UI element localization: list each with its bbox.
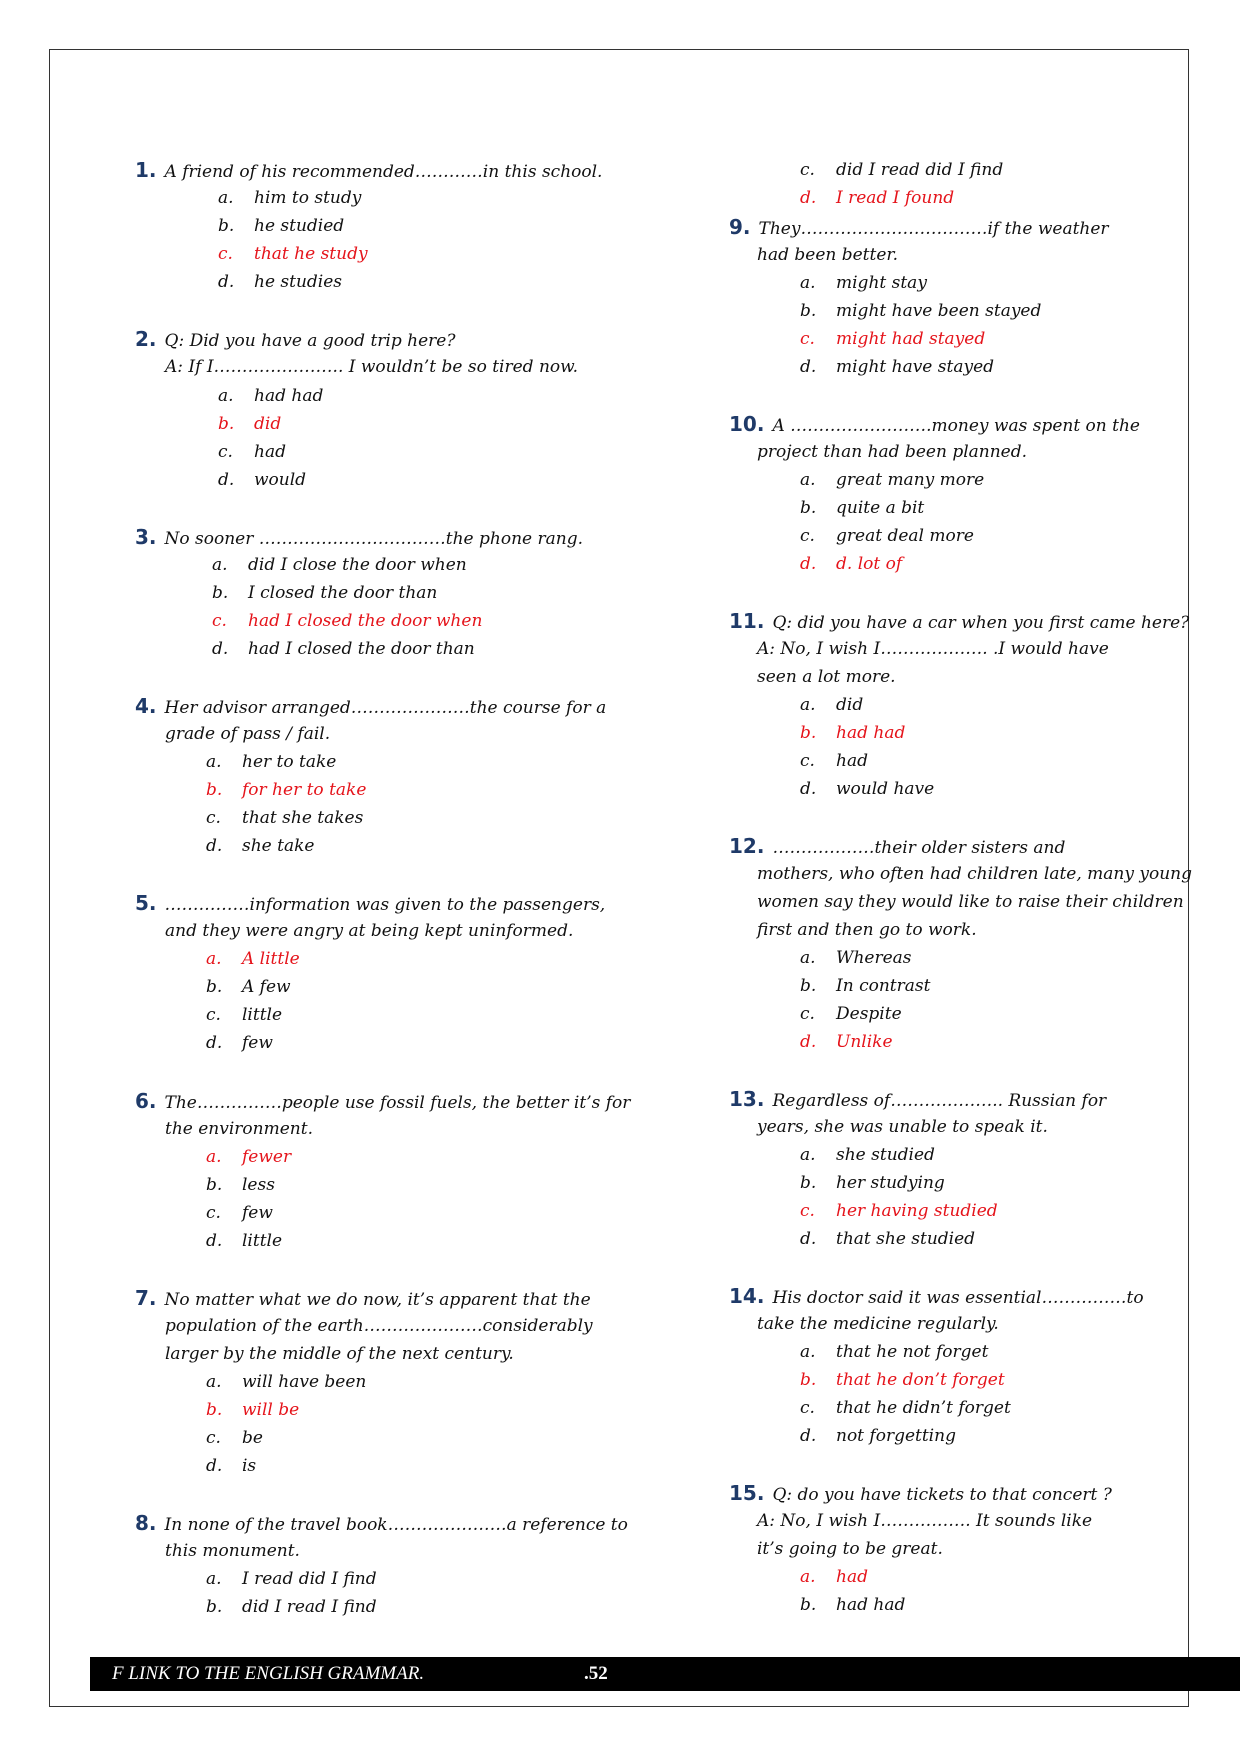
option-letter: b. <box>800 1595 817 1615</box>
answer-option[interactable] <box>800 1028 893 1056</box>
option-text: had <box>254 442 286 462</box>
option-letter: c. <box>800 1398 815 1418</box>
option-text: had had <box>254 386 324 406</box>
option-letter: d. <box>206 1033 223 1053</box>
option-text: Unlike <box>836 1032 893 1052</box>
option-letter: b. <box>206 1597 223 1617</box>
option-text: few <box>242 1203 273 1223</box>
option-text: would have <box>836 779 935 799</box>
question-15-line: it’s going to be great. <box>757 1539 943 1559</box>
option-letter: a. <box>800 273 816 293</box>
answer-option[interactable] <box>218 410 281 438</box>
answer-option[interactable] <box>800 1000 902 1028</box>
question-text: Q: Did you have a good trip here? <box>164 331 456 351</box>
question-text: In none of the travel book…………………a reference to <box>164 1515 628 1535</box>
answer-option[interactable] <box>218 438 286 466</box>
question-number: 4. <box>135 694 157 718</box>
answer-option[interactable] <box>800 691 863 719</box>
option-letter: c. <box>800 751 815 771</box>
option-text: In contrast <box>836 976 931 996</box>
answer-option[interactable] <box>800 1591 905 1619</box>
question-11-stem <box>729 607 1189 637</box>
option-text: less <box>242 1175 275 1195</box>
question-5-line: and they were angry at being kept uninformed. <box>165 921 574 941</box>
question-14-line: take the medicine regularly. <box>757 1314 999 1334</box>
question-text: No sooner ……………………………the phone rang. <box>164 529 583 549</box>
option-letter: c. <box>800 329 815 349</box>
question-number: 10. <box>729 412 765 436</box>
question-7-stem <box>135 1284 591 1314</box>
question-15-stem <box>729 1479 1112 1509</box>
option-letter: b. <box>206 977 223 997</box>
option-text: that he study <box>254 244 368 264</box>
option-text: might have been stayed <box>836 301 1042 321</box>
option-letter: c. <box>206 1428 221 1448</box>
option-text: that he don’t forget <box>836 1370 1005 1390</box>
option-letter: d. <box>800 1229 817 1249</box>
answer-option[interactable] <box>800 325 985 353</box>
option-text: I closed the door than <box>248 583 438 603</box>
answer-option[interactable] <box>800 775 934 803</box>
answer-option[interactable] <box>206 1171 275 1199</box>
option-letter: b. <box>218 414 235 434</box>
option-text: did <box>254 414 282 434</box>
option-letter: a. <box>800 695 816 715</box>
question-2-line: A: If I………………….. I wouldn’t be so tired now. <box>165 357 579 377</box>
answer-option[interactable] <box>206 1227 282 1255</box>
option-text: had had <box>836 1595 906 1615</box>
option-letter: b. <box>206 1175 223 1195</box>
option-text: for her to take <box>242 780 367 800</box>
option-letter: c. <box>206 808 221 828</box>
answer-option[interactable] <box>800 1563 868 1591</box>
question-1-stem <box>135 156 602 186</box>
answer-option[interactable] <box>206 973 291 1001</box>
answer-option[interactable] <box>218 240 368 268</box>
answer-option[interactable] <box>206 804 363 832</box>
answer-option[interactable] <box>800 269 927 297</box>
footer-bar <box>90 1657 1240 1691</box>
option-letter: c. <box>800 1201 815 1221</box>
question-text: ……………information was given to the passengers, <box>164 895 606 915</box>
question-9-line: had been better. <box>757 245 899 265</box>
option-letter: d. <box>800 1426 817 1446</box>
option-letter: c. <box>218 442 233 462</box>
answer-option[interactable] <box>218 268 342 296</box>
question-text: Her advisor arranged…………………the course for a <box>164 698 607 718</box>
question-text: A …………………….money was spent on the <box>772 416 1140 436</box>
option-text: I read did I find <box>242 1569 377 1589</box>
question-4-stem <box>135 692 606 722</box>
question-number: 2. <box>135 327 157 351</box>
option-letter: a. <box>206 1372 222 1392</box>
answer-option[interactable] <box>206 832 314 860</box>
option-letter: b. <box>218 216 235 236</box>
answer-option[interactable] <box>206 1368 366 1396</box>
answer-option[interactable] <box>206 1424 263 1452</box>
option-text: few <box>242 1033 273 1053</box>
option-letter: c. <box>212 611 227 631</box>
option-letter: c. <box>800 526 815 546</box>
question-number: 5. <box>135 891 157 915</box>
option-letter: a. <box>212 555 228 575</box>
option-text: be <box>242 1428 263 1448</box>
answer-option[interactable] <box>206 1029 273 1057</box>
option-text: her studying <box>836 1173 945 1193</box>
option-text: her to take <box>242 752 337 772</box>
question-12-stem <box>729 832 1065 862</box>
option-text: d. lot of <box>836 554 903 574</box>
option-text: A few <box>242 977 291 997</box>
answer-option[interactable] <box>218 466 306 494</box>
option-text: had I closed the door than <box>248 639 475 659</box>
option-text: might have stayed <box>836 357 995 377</box>
option-text: that she studied <box>836 1229 976 1249</box>
answer-option[interactable] <box>206 748 336 776</box>
answer-option[interactable] <box>206 1565 377 1593</box>
option-letter: c. <box>218 244 233 264</box>
option-text: did <box>836 695 864 715</box>
question-text: Q: do you have tickets to that concert ? <box>772 1485 1112 1505</box>
option-text: that he not forget <box>836 1342 989 1362</box>
option-text: she studied <box>836 1145 935 1165</box>
option-letter: c. <box>800 160 815 180</box>
option-text: had had <box>836 723 906 743</box>
option-text: fewer <box>242 1147 292 1167</box>
option-letter: b. <box>800 1370 817 1390</box>
question-text: Q: did you have a car when you first came here? <box>772 613 1190 633</box>
question-13-line: years, she was unable to speak it. <box>757 1117 1048 1137</box>
option-letter: a. <box>800 948 816 968</box>
option-letter: c. <box>206 1005 221 1025</box>
option-text: that she takes <box>242 808 364 828</box>
option-letter: a. <box>206 752 222 772</box>
question-number: 11. <box>729 609 765 633</box>
option-text: had I closed the door when <box>248 611 483 631</box>
option-letter: d. <box>800 357 817 377</box>
question-number: 9. <box>729 215 751 239</box>
option-letter: a. <box>800 1342 816 1362</box>
question-number: 14. <box>729 1284 765 1308</box>
question-7-line: population of the earth…………………considerably <box>165 1316 593 1336</box>
option-letter: b. <box>206 1400 223 1420</box>
answer-option[interactable] <box>218 184 361 212</box>
option-text: great deal more <box>836 526 974 546</box>
option-letter: d. <box>218 470 235 490</box>
question-number: 12. <box>729 834 765 858</box>
option-text: will be <box>242 1400 300 1420</box>
answer-option[interactable] <box>212 579 437 607</box>
option-letter: b. <box>800 301 817 321</box>
option-text: had <box>836 751 868 771</box>
answer-option[interactable] <box>206 1452 256 1480</box>
question-text: No matter what we do now, it’s apparent that the <box>164 1290 591 1310</box>
option-letter: b. <box>206 780 223 800</box>
answer-option[interactable] <box>206 1396 299 1424</box>
answer-option[interactable] <box>800 466 984 494</box>
answer-option[interactable] <box>800 719 905 747</box>
answer-option[interactable] <box>206 776 366 804</box>
option-letter: c. <box>206 1203 221 1223</box>
question-12-line: first and then go to work. <box>757 920 977 940</box>
page-number: .52 <box>584 1663 608 1684</box>
option-letter: d. <box>800 779 817 799</box>
option-text: not forgetting <box>836 1426 956 1446</box>
answer-option[interactable] <box>800 1225 975 1253</box>
option-letter: b. <box>800 1173 817 1193</box>
option-text: would <box>254 470 307 490</box>
option-text: Whereas <box>836 948 912 968</box>
option-text: Despite <box>836 1004 902 1024</box>
answer-option[interactable] <box>206 1143 291 1171</box>
question-number: 1. <box>135 158 157 182</box>
answer-option[interactable] <box>800 522 974 550</box>
question-6-stem <box>135 1087 630 1117</box>
option-letter: c. <box>800 1004 815 1024</box>
option-text: little <box>242 1005 283 1025</box>
option-letter: b. <box>800 723 817 743</box>
option-letter: d. <box>206 836 223 856</box>
option-text: her having studied <box>836 1201 998 1221</box>
question-text: ………………their older sisters and <box>772 838 1066 858</box>
question-7-line: larger by the middle of the next century. <box>165 1344 514 1364</box>
question-text: They……………………………if the weather <box>758 219 1109 239</box>
option-text: I read I found <box>836 188 955 208</box>
option-letter: d. <box>800 554 817 574</box>
answer-option[interactable] <box>800 1197 998 1225</box>
answer-option[interactable] <box>800 1366 1005 1394</box>
option-letter: a. <box>206 1147 222 1167</box>
answer-option[interactable] <box>218 212 344 240</box>
answer-option[interactable] <box>212 551 467 579</box>
option-letter: d. <box>800 1032 817 1052</box>
question-11-line: A: No, I wish I………………. .I would have <box>757 639 1109 659</box>
question-3-stem <box>135 523 583 553</box>
question-4-line: grade of pass / fail. <box>165 724 331 744</box>
option-text: great many more <box>836 470 985 490</box>
option-text: did I read I find <box>242 1597 377 1617</box>
option-letter: d. <box>218 272 235 292</box>
answer-option[interactable] <box>800 972 930 1000</box>
answer-option[interactable] <box>206 1001 282 1029</box>
question-8-stem <box>135 1509 628 1539</box>
option-text: he studied <box>254 216 345 236</box>
question-5-stem <box>135 889 605 919</box>
option-letter: a. <box>800 470 816 490</box>
question-number: 3. <box>135 525 157 549</box>
option-text: that he didn’t forget <box>836 1398 1011 1418</box>
option-letter: a. <box>218 386 234 406</box>
answer-option[interactable] <box>800 1169 945 1197</box>
question-text: The……………people use fossil fuels, the better it’s for <box>164 1093 631 1113</box>
question-15-line: A: No, I wish I……………. It sounds like <box>757 1511 1093 1531</box>
question-11-line: seen a lot more. <box>757 667 896 687</box>
option-text: is <box>242 1456 257 1476</box>
answer-option[interactable] <box>218 382 323 410</box>
option-text: did I read did I find <box>836 160 1004 180</box>
option-letter: a. <box>206 1569 222 1589</box>
question-13-stem <box>729 1085 1106 1115</box>
answer-option[interactable] <box>212 635 475 663</box>
question-text: His doctor said it was essential……………to <box>772 1288 1144 1308</box>
question-number: 6. <box>135 1089 157 1113</box>
option-letter: b. <box>800 498 817 518</box>
option-letter: b. <box>212 583 229 603</box>
option-letter: a. <box>218 188 234 208</box>
answer-option[interactable] <box>800 156 1003 184</box>
answer-option[interactable] <box>800 1394 1011 1422</box>
question-text: A friend of his recommended…………in this school. <box>164 162 603 182</box>
question-8-line: this monument. <box>165 1541 300 1561</box>
option-text: had <box>836 1567 868 1587</box>
question-number: 13. <box>729 1087 765 1111</box>
option-text: might stay <box>836 273 927 293</box>
option-letter: a. <box>800 1567 816 1587</box>
option-letter: d. <box>206 1231 223 1251</box>
answer-option[interactable] <box>800 747 868 775</box>
answer-option[interactable] <box>800 944 912 972</box>
question-10-line: project than had been planned. <box>757 442 1028 462</box>
footer-title: F LINK TO THE ENGLISH GRAMMAR. <box>112 1663 425 1684</box>
answer-option[interactable] <box>800 1141 935 1169</box>
question-number: 7. <box>135 1286 157 1310</box>
question-6-line: the environment. <box>165 1119 313 1139</box>
option-letter: d. <box>212 639 229 659</box>
option-text: he studies <box>254 272 343 292</box>
question-12-line: mothers, who often had children late, many young <box>757 864 1193 884</box>
question-number: 8. <box>135 1511 157 1535</box>
option-text: little <box>242 1231 283 1251</box>
answer-option[interactable] <box>800 184 954 212</box>
answer-option[interactable] <box>800 550 902 578</box>
option-text: quite a bit <box>836 498 925 518</box>
option-letter: d. <box>206 1456 223 1476</box>
answer-option[interactable] <box>206 945 300 973</box>
option-text: A little <box>242 949 300 969</box>
answer-option[interactable] <box>206 1593 377 1621</box>
question-text: Regardless of……………….. Russian for <box>772 1091 1107 1111</box>
question-14-stem <box>729 1282 1144 1312</box>
option-text: will have been <box>242 1372 367 1392</box>
question-12-line: women say they would like to raise their children <box>757 892 1184 912</box>
option-text: did I close the door when <box>248 555 467 575</box>
option-letter: d. <box>800 188 817 208</box>
answer-option[interactable] <box>212 607 482 635</box>
option-letter: a. <box>800 1145 816 1165</box>
answer-option[interactable] <box>800 494 924 522</box>
option-text: might had stayed <box>836 329 986 349</box>
answer-option[interactable] <box>800 353 994 381</box>
answer-option[interactable] <box>800 297 1041 325</box>
question-number: 15. <box>729 1481 765 1505</box>
question-2-stem <box>135 325 455 355</box>
option-letter: a. <box>206 949 222 969</box>
question-10-stem <box>729 410 1140 440</box>
option-letter: b. <box>800 976 817 996</box>
answer-option[interactable] <box>800 1338 988 1366</box>
answer-option[interactable] <box>800 1422 956 1450</box>
option-text: she take <box>242 836 315 856</box>
question-9-stem <box>729 213 1109 243</box>
option-text: him to study <box>254 188 362 208</box>
answer-option[interactable] <box>206 1199 273 1227</box>
